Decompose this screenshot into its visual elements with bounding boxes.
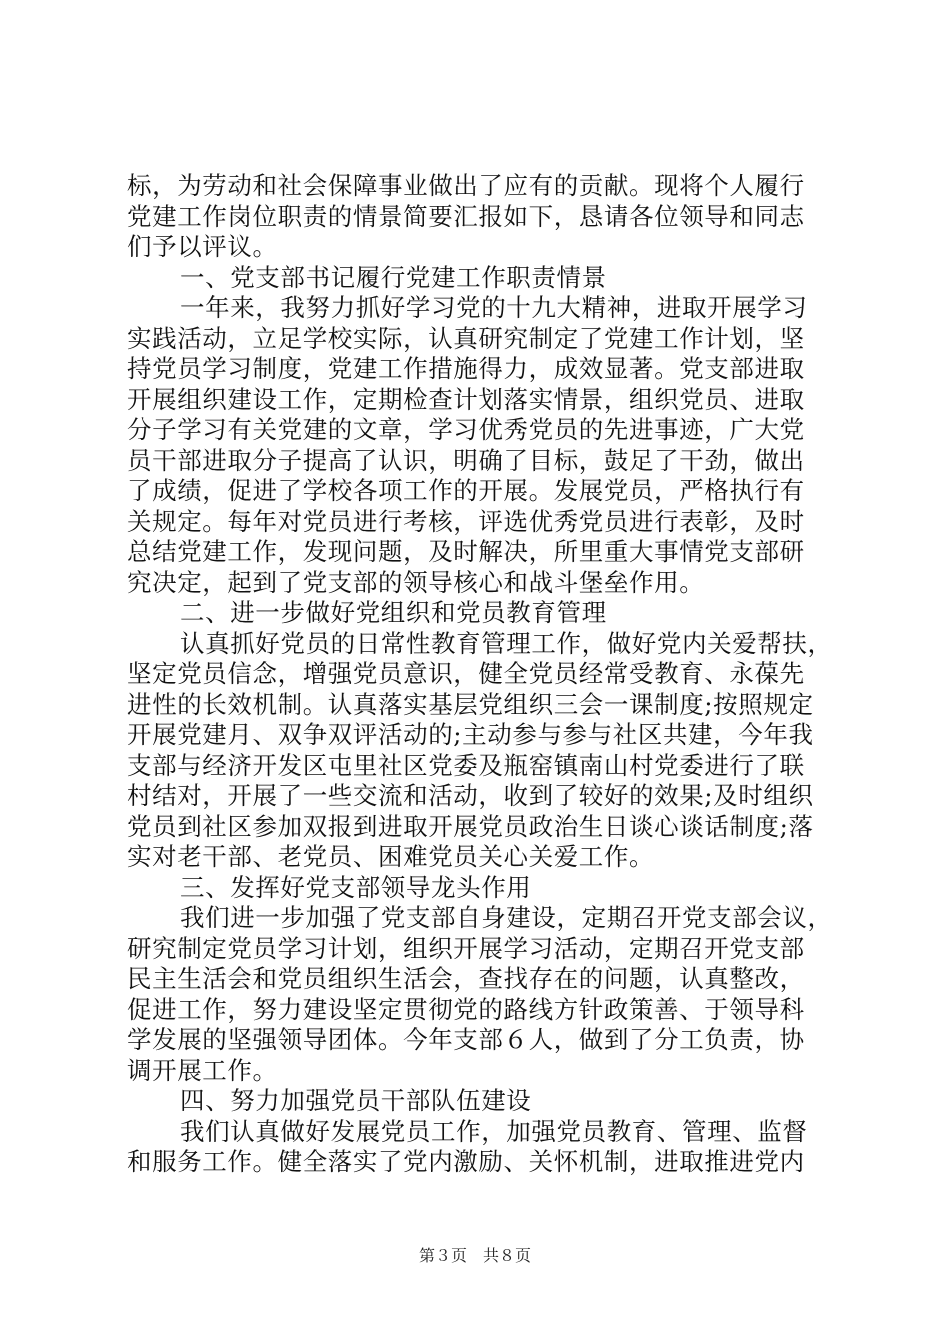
paragraph-line-indented: 一年来，我努力抓好学习党的十九大精神，进取开展学习 bbox=[180, 293, 808, 322]
paragraph-line: 党建工作岗位职责的情景简要汇报如下，恳请各位领导和同志 bbox=[127, 201, 805, 231]
paragraph-line: 进性的长效机制。认真落实基层党组织三会一课制度;按照规定 bbox=[127, 689, 814, 719]
paragraph-line-indented: 二、进一步做好党组织和党员教育管理 bbox=[180, 598, 607, 627]
paragraph-line-indented: 我们进一步加强了党支部自身建设，定期召开党支部会议， bbox=[180, 903, 833, 932]
paragraph-line: 支部与经济开发区屯里社区党委及瓶窑镇南山村党委进行了联 bbox=[127, 750, 805, 780]
paragraph-line-indented: 我们认真做好发展党员工作，加强党员教育、管理、监督 bbox=[180, 1116, 808, 1146]
document-body bbox=[127, 171, 833, 1178]
paragraph-line: 开展组织建设工作，定期检查计划落实情景，组织党员、进取 bbox=[127, 384, 805, 414]
paragraph-line: 持党员学习制度，党建工作措施得力，成效显著。党支部进取 bbox=[127, 354, 805, 383]
page-footer: 第３页 共８页 bbox=[418, 1246, 531, 1265]
paragraph-line: 们予以评议。 bbox=[127, 232, 278, 261]
paragraph-line: 党员到社区参加双报到进取开展党员政治生日谈心谈话制度;落 bbox=[127, 811, 814, 841]
paragraph-line: 究决定，起到了党支部的领导核心和战斗堡垒作用。 bbox=[127, 567, 705, 597]
paragraph-line: 了成绩，促进了学校各项工作的开展。发展党员，严格执行有 bbox=[127, 476, 805, 505]
paragraph-line: 和服务工作。健全落实了党内激励、关怀机制，进取推进党内 bbox=[127, 1147, 805, 1176]
paragraph-line: 员干部进取分子提高了认识，明确了目标，鼓足了干劲，做出 bbox=[127, 445, 805, 475]
paragraph-line-indented: 认真抓好党员的日常性教育管理工作，做好党内关爱帮扶， bbox=[180, 628, 833, 658]
paragraph-line: 实对老干部、老党员、困难党员关心关爱工作。 bbox=[127, 842, 655, 871]
paragraph-line: 实践活动，立足学校实际，认真研究制定了党建工作计划，坚 bbox=[127, 323, 805, 353]
paragraph-line: 村结对，开展了一些交流和活动，收到了较好的效果;及时组织 bbox=[127, 781, 814, 810]
paragraph-line: 民主生活会和党员组织生活会，查找存在的问题，认真整改， bbox=[127, 964, 805, 993]
paragraph-line-indented: 一、党支部书记履行党建工作职责情景 bbox=[180, 262, 607, 292]
paragraph-line: 分子学习有关党建的文章，学习优秀党员的先进事迹，广大党 bbox=[127, 415, 805, 444]
paragraph-line: 总结党建工作，发现问题，及时解决，所里重大事情党支部研 bbox=[127, 537, 805, 566]
paragraph-line: 调开展工作。 bbox=[127, 1055, 278, 1085]
paragraph-line: 标，为劳动和社会保障事业做出了应有的贡献。现将个人履行 bbox=[127, 171, 805, 200]
paragraph-line-indented: 三、发挥好党支部领导龙头作用 bbox=[180, 872, 532, 902]
paragraph-line: 研究制定党员学习计划，组织开展学习活动，定期召开党支部 bbox=[127, 933, 805, 963]
paragraph-line: 开展党建月、双争双评活动的;主动参与参与社区共建，今年我 bbox=[127, 720, 814, 749]
paragraph-line-indented: 四、努力加强党员干部队伍建设 bbox=[180, 1086, 532, 1115]
paragraph-line: 促进工作，努力建设坚定贯彻党的路线方针政策善、于领导科 bbox=[127, 994, 805, 1024]
paragraph-line: 关规定。每年对党员进行考核，评选优秀党员进行表彰，及时 bbox=[127, 506, 805, 536]
paragraph-line: 坚定党员信念，增强党员意识，健全党员经常受教育、永葆先 bbox=[127, 659, 805, 688]
paragraph-line: 学发展的坚强领导团体。今年支部６人，做到了分工负责，协 bbox=[127, 1025, 805, 1054]
